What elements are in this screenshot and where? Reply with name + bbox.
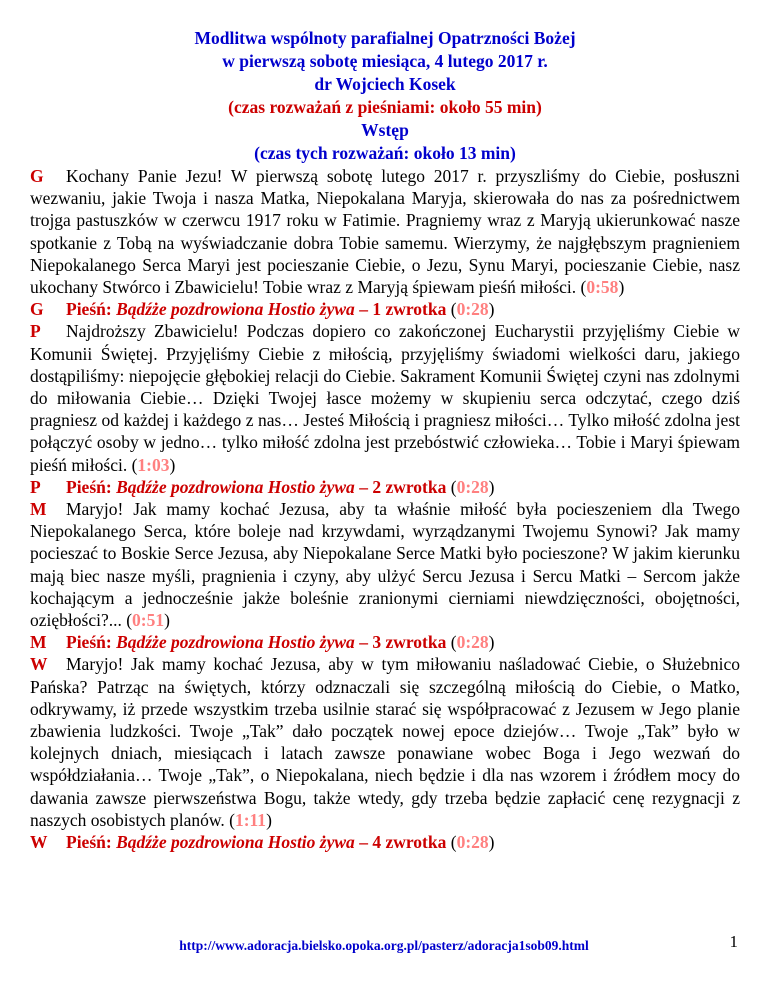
time-open: (	[224, 809, 235, 830]
speaker-tag: G	[30, 166, 44, 186]
time-value: 1:11	[234, 809, 267, 830]
song-line	[30, 476, 740, 498]
time-value: 1:03	[137, 454, 170, 475]
song-verse: – 1 zwrotka	[354, 299, 447, 320]
song-verse: – 4 zwrotka	[354, 832, 447, 853]
time-value: 0:28	[456, 632, 489, 653]
title-line-1: Modlitwa wspólnoty parafialnej Opatrzności Bożej	[194, 28, 576, 48]
speaker-tag: M	[30, 632, 47, 653]
time-open: (	[446, 632, 457, 653]
song-line	[30, 831, 740, 853]
speaker-tag: M	[30, 499, 47, 520]
song-prefix: Pieśń:	[66, 476, 117, 497]
section-time: (czas tych rozważań: około 13 min)	[254, 143, 516, 163]
speaker-tag: P	[30, 476, 41, 497]
song-title: Bądźże pozdrowiona Hostio żywa	[116, 299, 355, 320]
time-close: )	[266, 809, 272, 830]
time-value: 0:58	[586, 277, 619, 298]
time-open: (	[446, 832, 457, 853]
page-number: 1	[729, 932, 738, 951]
song-verse: – 3 zwrotka	[354, 632, 447, 653]
speaker-tag: G	[30, 299, 44, 320]
song-line	[30, 631, 740, 653]
prayer-paragraph	[30, 498, 740, 631]
time-close: )	[169, 454, 176, 475]
paragraph-text: Maryjo! Jak mamy kochać Jezusa, aby ta właśnie miłość była pocieszeniem dla Twego Niepokalanego Serca, które boleje nad krzywdami, wyrządzanymi Twojemu Synowi? Jak mamy pocieszać to Boskie Serce Jezusa, aby Niepokalane Serce Matki było pocieszone? W jakim kierunku mają biec nasze myśli, pragnienia i czyny, aby ulżyć Sercu Jezusa i Sercu Matki – Sercom jakże kochającym a jednocześnie jakże boleśnie zranionymi cierniami niewdzięczności, obojętności, oziębłości?...	[30, 499, 740, 631]
song-verse: – 2 zwrotka	[354, 476, 447, 497]
prayer-blocks	[30, 165, 740, 853]
prayer-paragraph	[30, 653, 740, 831]
time-close: )	[488, 632, 495, 653]
document-page	[30, 27, 740, 853]
time-close: )	[488, 832, 495, 853]
time-open: (	[446, 299, 457, 320]
section-title: Wstęp	[361, 120, 409, 140]
total-time-line	[30, 96, 740, 119]
time-open: (	[127, 454, 138, 475]
time-close: )	[488, 299, 495, 320]
song-prefix: Pieśń:	[66, 832, 117, 853]
time-close: )	[618, 277, 625, 298]
song-prefix: Pieśń:	[66, 299, 117, 320]
song-title: Bądźże pozdrowiona Hostio żywa	[116, 632, 355, 653]
time-open: (	[576, 277, 587, 298]
total-time-close: )	[536, 97, 542, 117]
speaker-tag: W	[30, 654, 48, 675]
song-prefix: Pieśń:	[66, 632, 117, 653]
time-value: 0:28	[456, 299, 489, 320]
speaker-tag: P	[30, 321, 41, 342]
song-title: Bądźże pozdrowiona Hostio żywa	[116, 476, 355, 497]
time-close: )	[164, 610, 170, 631]
paragraph-text: Kochany Panie Jezu! W pierwszą sobotę lutego 2017 r. przyszliśmy do Ciebie, posłuszni wezwaniu, jakie Twoja i nasza Matka, Niepokalana Maryja, skierowała do nas za pośrednictwem trojga pastuszków w czerwcu 1917 roku w Fatimie. Pragniemy wraz z Maryją ukierunkować nasze spotkanie z Tobą na wyświadczanie dobra Tobie samemu. Wierzymy, że najgłębszym pragnieniem Niepokalanego Serca Maryi jest pocieszanie Ciebie, o Jezu, Synu Maryi, pocieszanie Ciebie, nasz ukochany Stwórco i Zbawicielu! Tobie wraz z Maryją śpiewam pieśń miłości.	[30, 166, 740, 298]
song-title: Bądźże pozdrowiona Hostio żywa	[116, 832, 355, 853]
paragraph-text: Najdroższy Zbawicielu! Podczas dopiero co zakończonej Eucharystii przyjęliśmy Ciebie w Komunii Świętej. Przyjęliśmy Ciebie z miłością, przyjęliśmy świadomi wielkości daru, jakiego dostąpiliśmy: niepojęcie głębokiej relacji do Ciebie. Sakrament Komunii Świętej czyni nas zdolnymi do miłowania Ciebie… Dzięki Twojej łasce możemy w skupieniu serca odczytać, czego dziś pragniesz od każdej i każdego z nas… Jesteś Miłością i pragniesz miłości… Tylko miłość zdolna jest połączyć osoby w jedno… tylko miłość zdolna jest przebóstwić człowieka… Tobie i Maryi śpiewam pieśń miłości.	[30, 321, 740, 475]
footer-url[interactable]: http://www.adoracja.bielsko.opoka.org.pl/pasterz/adoracja1sob09.html	[179, 938, 589, 953]
song-line	[30, 298, 740, 320]
time-open: (	[121, 610, 133, 631]
prayer-paragraph	[30, 320, 740, 475]
paragraph-text: Maryjo! Jak mamy kochać Jezusa, aby w tym miłowaniu naśladować Ciebie, o Służebnico Pańska? Patrząc na świętych, którzy odznaczali się szczególną miłością do Ciebie, o Matko, odkrywamy, iż przede wszystkim trzeba usilnie starać się współpracować z Jezusem w Jego planie zbawienia ludzkości. Twoje „Tak” dało początek nowej epoce dziejów… Twoje „Tak” było w kolejnych dniach, miesiącach i latach zawsze ponawiane wobec Boga i Jego wezwań do współdziałania… Twoje „Tak”, o Niepokalana, niech będzie i dla nas wzorem i źródłem mocy do dawania zawsze pierwszeństwa Bogu, także wtedy, gdy trzeba będzie zapłacić cenę rezygnacji z naszych osobistych planów.	[30, 654, 740, 830]
time-value: 0:28	[456, 476, 489, 497]
time-close: )	[488, 476, 495, 497]
time-value: 0:51	[132, 610, 165, 631]
prayer-paragraph	[30, 165, 740, 298]
time-value: 0:28	[456, 832, 489, 853]
title-line-2: w pierwszą sobotę miesiąca, 4 lutego 2017 r.	[222, 51, 548, 71]
author-line: dr Wojciech Kosek	[314, 74, 456, 94]
total-time-text: (czas rozważań z pieśniami: około 55 min	[228, 97, 537, 117]
time-open: (	[446, 476, 457, 497]
speaker-tag: W	[30, 832, 48, 853]
